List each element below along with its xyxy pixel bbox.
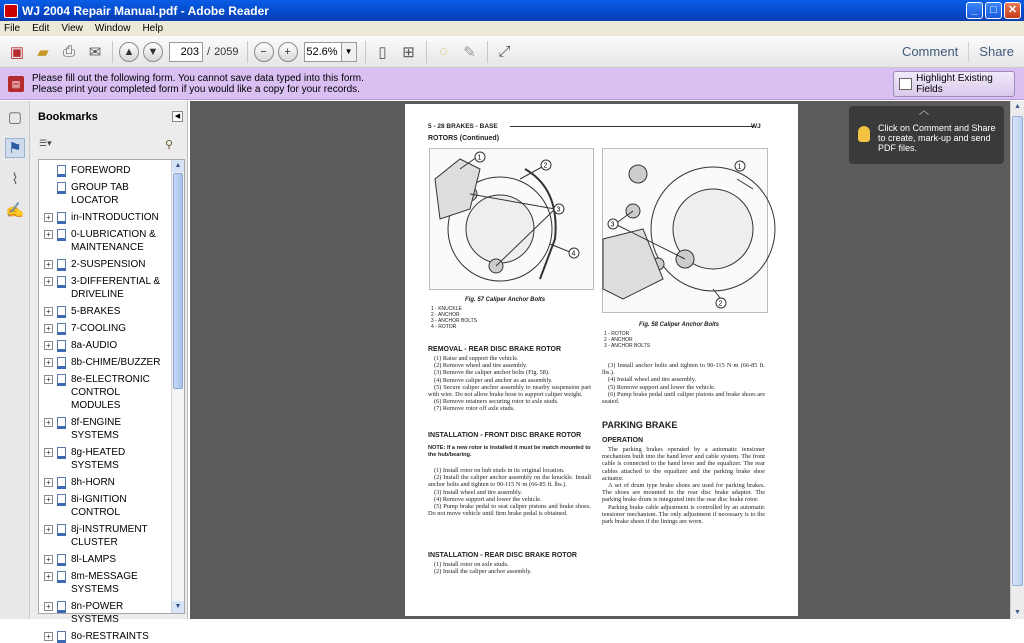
bookmark-item[interactable] — [39, 570, 171, 596]
menu-bar — [0, 21, 1024, 36]
expand-icon[interactable]: + — [44, 555, 53, 564]
bookmark-item[interactable] — [39, 416, 171, 442]
bookmark-label: 5-BRAKES — [71, 306, 121, 317]
expand-icon[interactable]: + — [44, 277, 53, 286]
procedure-step: (3) Install anchor bolts and tighten to 90-115 N·m (66-85 ft. lbs.). — [602, 362, 765, 377]
bookmark-item[interactable] — [39, 600, 171, 626]
removal-steps — [428, 355, 591, 413]
bookmark-item[interactable] — [39, 523, 171, 549]
page-header-right: WJ — [751, 123, 761, 130]
menu-view[interactable]: View — [61, 23, 83, 34]
expand-icon[interactable]: + — [44, 375, 53, 384]
procedure-step: (5) Secure caliper anchor assembly to nearby suspension part with wire. Do not allow brake hose to support caliper weight. — [428, 383, 591, 399]
doc-scroll-down-icon[interactable]: ▼ — [1014, 609, 1021, 616]
collapse-panel-icon[interactable]: ◀ — [172, 111, 183, 122]
zoom-field[interactable]: 52.6% — [304, 42, 342, 62]
bookmark-item[interactable] — [39, 493, 171, 519]
bookmark-label: 8f-ENGINE SYSTEMS — [71, 417, 122, 441]
bookmark-icon — [57, 601, 66, 613]
bookmark-label: 8e-ELECTRONIC CONTROL MODULES — [71, 374, 150, 411]
section-heading: ROTORS (Continued) — [428, 135, 500, 142]
bookmark-icon — [57, 524, 66, 536]
expand-icon[interactable]: + — [44, 495, 53, 504]
page-total: 2059 — [214, 45, 239, 58]
bookmark-label: FOREWORD — [71, 165, 131, 176]
bookmark-label: 7-COOLING — [71, 323, 127, 334]
bookmarks-scroll-thumb[interactable] — [173, 173, 183, 389]
page-thumbnails-icon[interactable]: ▢ — [7, 109, 23, 126]
comment-bubble-icon[interactable]: ◌ — [439, 43, 448, 60]
legend-item: 3 - ANCHOR BOLTS — [431, 318, 478, 324]
operation-heading: OPERATION — [602, 437, 644, 444]
pdf-page — [405, 104, 798, 616]
figure-58-image — [602, 148, 768, 313]
svg-text:3: 3 — [556, 206, 561, 214]
bookmark-icon — [57, 306, 66, 318]
markup-icon[interactable]: ✎ — [463, 43, 476, 61]
bookmark-icon — [57, 374, 66, 386]
parking-brake-heading: PARKING BRAKE — [602, 420, 678, 430]
highlight-fields-label: Highlight Existing Fields — [916, 73, 993, 95]
create-pdf-icon[interactable]: ▣ — [9, 43, 25, 61]
expand-icon[interactable]: ⤢ — [498, 43, 511, 60]
menu-window[interactable]: Window — [94, 23, 131, 34]
svg-text:4: 4 — [571, 250, 576, 258]
lightbulb-icon — [858, 126, 870, 142]
bookmark-icon — [57, 259, 66, 271]
figure-57-caption: Fig. 57 Caliper Anchor Bolts — [465, 297, 546, 303]
navigation-pane-strip — [0, 101, 30, 619]
expand-icon[interactable]: + — [44, 358, 53, 367]
bookmark-icon — [57, 571, 66, 583]
email-icon[interactable]: ✉ — [88, 43, 102, 61]
expand-icon[interactable]: + — [44, 448, 53, 457]
bookmark-label: 2-SUSPENSION — [71, 259, 146, 270]
procedure-step: (2) Remove wheel and tire assembly. — [434, 362, 528, 370]
bookmark-item[interactable] — [39, 373, 171, 412]
operation-paragraph: Parking brake cable adjustment is controlled by an automatic tensioner mechanism. The only adjustment if necessary is to the park brake shoes if the linings are worn. — [602, 503, 765, 526]
bookmarks-scrollbar[interactable] — [171, 160, 184, 613]
bookmark-label: 8h-HORN — [71, 477, 115, 488]
procedure-step: (6) Remove retainers securing rotor to axle studs. — [434, 398, 559, 406]
highlight-fields-icon — [899, 78, 912, 90]
comment-tab[interactable]: Comment — [901, 44, 959, 59]
bookmark-icon — [57, 212, 66, 224]
bookmark-icon — [57, 340, 66, 352]
bookmark-icon — [57, 494, 66, 506]
bookmark-item[interactable] — [39, 211, 171, 224]
bookmark-item[interactable] — [39, 305, 171, 318]
options-menu-icon[interactable]: ☰▾ — [39, 138, 52, 148]
bookmark-icon — [57, 357, 66, 369]
install-rear-steps-continued — [602, 362, 765, 405]
procedure-step: (1) Install rotor on hub studs in its original location. — [434, 467, 565, 474]
form-message-bar — [0, 68, 1024, 100]
bookmark-icon — [57, 229, 66, 241]
previous-page-button[interactable]: ▲ — [119, 42, 139, 62]
page-separator: / — [207, 45, 211, 58]
bookmark-label: in-INTRODUCTION — [71, 212, 159, 223]
attachments-icon[interactable]: ⌇ — [11, 171, 19, 188]
form-message-line1: Please fill out the following form. You cannot save data typed into this form. — [32, 73, 364, 84]
removal-heading: REMOVAL - REAR DISC BRAKE ROTOR — [428, 346, 562, 353]
operation-paragraph: The parking brakes operated by a automatic tensioner mechanism built into the hand lever and cable system. The front cable is connected to the hand lever and the equalizer. The rear cables attached to the equalizer and the parking brake shoe actuator. — [602, 446, 765, 482]
bookmark-label: 8o-RESTRAINTS — [71, 631, 149, 642]
procedure-step: (5) Pump brake pedal to seat caliper pistons and brake shoes. Do not move vehicle until firm brake pedal is obtained. — [428, 503, 591, 518]
header-rule — [510, 126, 754, 127]
legend-item: 1 - ROTOR — [604, 331, 630, 337]
zoom-out-button[interactable]: − — [254, 42, 274, 62]
procedure-step: (4) Install wheel and tire assembly. — [608, 376, 697, 384]
expand-icon[interactable]: + — [44, 632, 53, 641]
svg-text:2: 2 — [543, 162, 548, 170]
install-front-steps — [428, 467, 591, 517]
bookmark-item[interactable] — [39, 446, 171, 472]
bookmark-item[interactable] — [39, 630, 171, 643]
procedure-step: (1) Raise and support the vehicle. — [434, 355, 519, 362]
fit-page-icon[interactable]: ▯ — [378, 43, 387, 61]
bookmark-icon — [57, 447, 66, 459]
document-scrollbar[interactable] — [1010, 101, 1024, 619]
figure-57-image — [429, 148, 594, 290]
bookmark-icon — [57, 554, 66, 566]
minimize-button[interactable]: _ — [966, 2, 983, 19]
svg-text:1: 1 — [477, 154, 482, 162]
bookmark-label: 8a-AUDIO — [71, 340, 118, 351]
bookmark-label: 8i-IGNITION CONTROL — [71, 494, 127, 518]
operation-text — [602, 446, 765, 525]
share-tab[interactable]: Share — [979, 44, 1014, 59]
install-rear-heading: INSTALLATION - REAR DISC BRAKE ROTOR — [428, 552, 577, 559]
bookmarks-title: Bookmarks — [38, 111, 98, 123]
bookmark-label: GROUP TAB LOCATOR — [71, 182, 129, 206]
bookmark-icon — [57, 165, 66, 177]
bookmark-icon — [57, 276, 66, 288]
bookmark-label: 3-DIFFERENTIAL & DRIVELINE — [71, 276, 161, 300]
bookmarks-panel — [30, 101, 188, 642]
page-header-left: 5 - 28 BRAKES - BASE — [428, 123, 498, 130]
bookmark-icon — [57, 417, 66, 429]
install-rear-steps — [428, 561, 591, 575]
figure-58-legend — [604, 331, 650, 349]
install-front-note: NOTE: If a new rotor is installed it must be match mounted to the hub/bearing. — [428, 445, 591, 459]
scroll-up-icon[interactable]: ▲ — [172, 160, 184, 172]
figure-58-caption: Fig. 58 Caliper Anchor Bolts — [639, 322, 720, 328]
window-title: WJ 2004 Repair Manual.pdf - Adobe Reader — [22, 3, 269, 18]
bookmark-label: 8l-LAMPS — [71, 554, 117, 565]
expand-icon[interactable]: + — [44, 572, 53, 581]
bookmarks-tree — [38, 159, 185, 642]
menu-help[interactable]: Help — [142, 23, 164, 34]
window-titlebar — [0, 0, 1024, 21]
svg-text:1: 1 — [737, 163, 742, 171]
bookmark-icon — [57, 631, 66, 643]
bookmark-label: 8g-HEATED SYSTEMS — [71, 447, 126, 471]
bookmark-item[interactable] — [39, 275, 171, 301]
svg-text:2: 2 — [718, 300, 723, 308]
highlight-fields-button[interactable] — [893, 71, 1015, 97]
expand-bookmark-icon[interactable]: ⚲ — [165, 139, 174, 151]
procedure-step: (1) Install rotor on axle studs. — [434, 561, 509, 568]
expand-icon[interactable]: + — [44, 260, 53, 269]
expand-icon[interactable]: + — [44, 341, 53, 350]
toolbar — [0, 36, 1024, 68]
scroll-down-icon[interactable]: ▼ — [172, 601, 184, 613]
legend-item: 2 - ANCHOR — [604, 337, 633, 343]
expand-icon[interactable]: + — [44, 307, 53, 316]
expand-icon[interactable]: + — [44, 478, 53, 487]
signatures-icon[interactable]: ✍ — [5, 202, 25, 219]
doc-scroll-up-icon[interactable]: ▲ — [1014, 103, 1021, 110]
bookmark-label: 8m-MESSAGE SYSTEMS — [71, 571, 138, 595]
bookmarks-icon[interactable]: ⚑ — [5, 138, 25, 158]
procedure-step: (3) Remove the caliper anchor bolts (Fig. 58). — [434, 369, 550, 377]
procedure-step: (7) Remove rotor off axle studs. — [434, 405, 515, 413]
legend-item: 2 - ANCHOR — [431, 312, 460, 318]
bookmark-label: 8n-POWER SYSTEMS — [71, 601, 124, 625]
tooltip-caret-icon: ︿ — [919, 106, 929, 117]
expand-icon[interactable]: + — [44, 525, 53, 534]
bookmark-icon — [57, 323, 66, 335]
bookmark-item[interactable] — [39, 322, 171, 335]
procedure-step: (2) Install the caliper anchor assembly on the knuckle. Install anchor bolts and tighten to 90-115 N·m (66-85 ft. lbs.). — [428, 474, 591, 489]
expand-icon[interactable]: + — [44, 602, 53, 611]
menu-file[interactable]: File — [4, 23, 21, 34]
procedure-step: (4) Remove caliper and anchor as an assembly. — [434, 376, 553, 384]
bookmark-item[interactable] — [39, 164, 171, 177]
form-message-line2: Please print your completed form if you would like a copy for your records. — [32, 84, 360, 95]
bookmark-icon — [57, 477, 66, 489]
form-message — [32, 73, 364, 95]
open-folder-icon[interactable]: ▰ — [37, 43, 49, 61]
procedure-step: (3) Install wheel and tire assembly. — [434, 488, 523, 496]
procedure-step: (4) Remove support and lower the vehicle. — [434, 495, 542, 503]
bookmark-item[interactable] — [39, 228, 171, 254]
form-icon: ▤ — [8, 76, 24, 92]
maximize-button[interactable]: □ — [985, 2, 1002, 19]
bookmark-item[interactable] — [39, 476, 171, 489]
bookmark-label: 0-LUBRICATION & MAINTENANCE — [71, 229, 156, 253]
document-viewer[interactable] — [190, 101, 1010, 619]
menu-edit[interactable]: Edit — [32, 23, 50, 34]
tooltip-text: Click on Comment and Share to create, mark-up and send PDF files. — [878, 123, 996, 153]
figure-57-legend — [431, 306, 477, 330]
svg-text:3: 3 — [610, 221, 615, 229]
zoom-in-button[interactable]: + — [278, 42, 298, 62]
expand-icon[interactable]: + — [44, 230, 53, 239]
bookmark-item[interactable] — [39, 553, 171, 566]
close-button[interactable]: ✕ — [1004, 2, 1021, 19]
legend-item: 3 - ANCHOR BOLTS — [604, 343, 651, 349]
page-number-field[interactable]: 203 — [169, 42, 203, 62]
bookmark-item[interactable] — [39, 356, 171, 369]
comment-share-tooltip — [849, 106, 1004, 164]
operation-paragraph: A set of drum type brake shoes are used for parking brakes. The shoes are mounted to the rear disc brake adaptor. The parking brake drum is integrated into the rear disc brake rotor. — [602, 482, 765, 504]
next-page-button[interactable]: ▼ — [143, 42, 163, 62]
adobe-reader-icon — [4, 4, 18, 18]
print-icon[interactable]: ⎙ — [62, 43, 75, 60]
document-scroll-thumb[interactable] — [1012, 116, 1023, 586]
fit-width-icon[interactable]: ⊞ — [402, 43, 415, 61]
bookmark-item[interactable] — [39, 258, 171, 271]
zoom-dropdown-icon[interactable]: ▼ — [342, 42, 357, 62]
bookmark-item[interactable] — [39, 339, 171, 352]
legend-item: 4 - ROTOR — [431, 324, 457, 330]
procedure-step: (6) Pump brake pedal until caliper pistons and brake shoes are seated. — [602, 390, 765, 406]
bookmark-label: 8b-CHIME/BUZZER — [71, 357, 161, 368]
bookmark-icon — [57, 182, 66, 194]
procedure-step: (5) Remove support and lower the vehicle. — [608, 383, 716, 391]
install-front-heading: INSTALLATION - FRONT DISC BRAKE ROTOR — [428, 432, 582, 439]
bookmark-item[interactable] — [39, 181, 171, 207]
expand-icon[interactable]: + — [44, 324, 53, 333]
bookmarks-toolbar — [39, 138, 179, 154]
bookmark-label: 8j-INSTRUMENT CLUSTER — [71, 524, 148, 548]
expand-icon[interactable]: + — [44, 213, 53, 222]
procedure-step: (2) Install the caliper anchor assembly. — [434, 568, 532, 576]
legend-item: 1 - KNUCKLE — [431, 306, 462, 312]
expand-icon[interactable]: + — [44, 418, 53, 427]
